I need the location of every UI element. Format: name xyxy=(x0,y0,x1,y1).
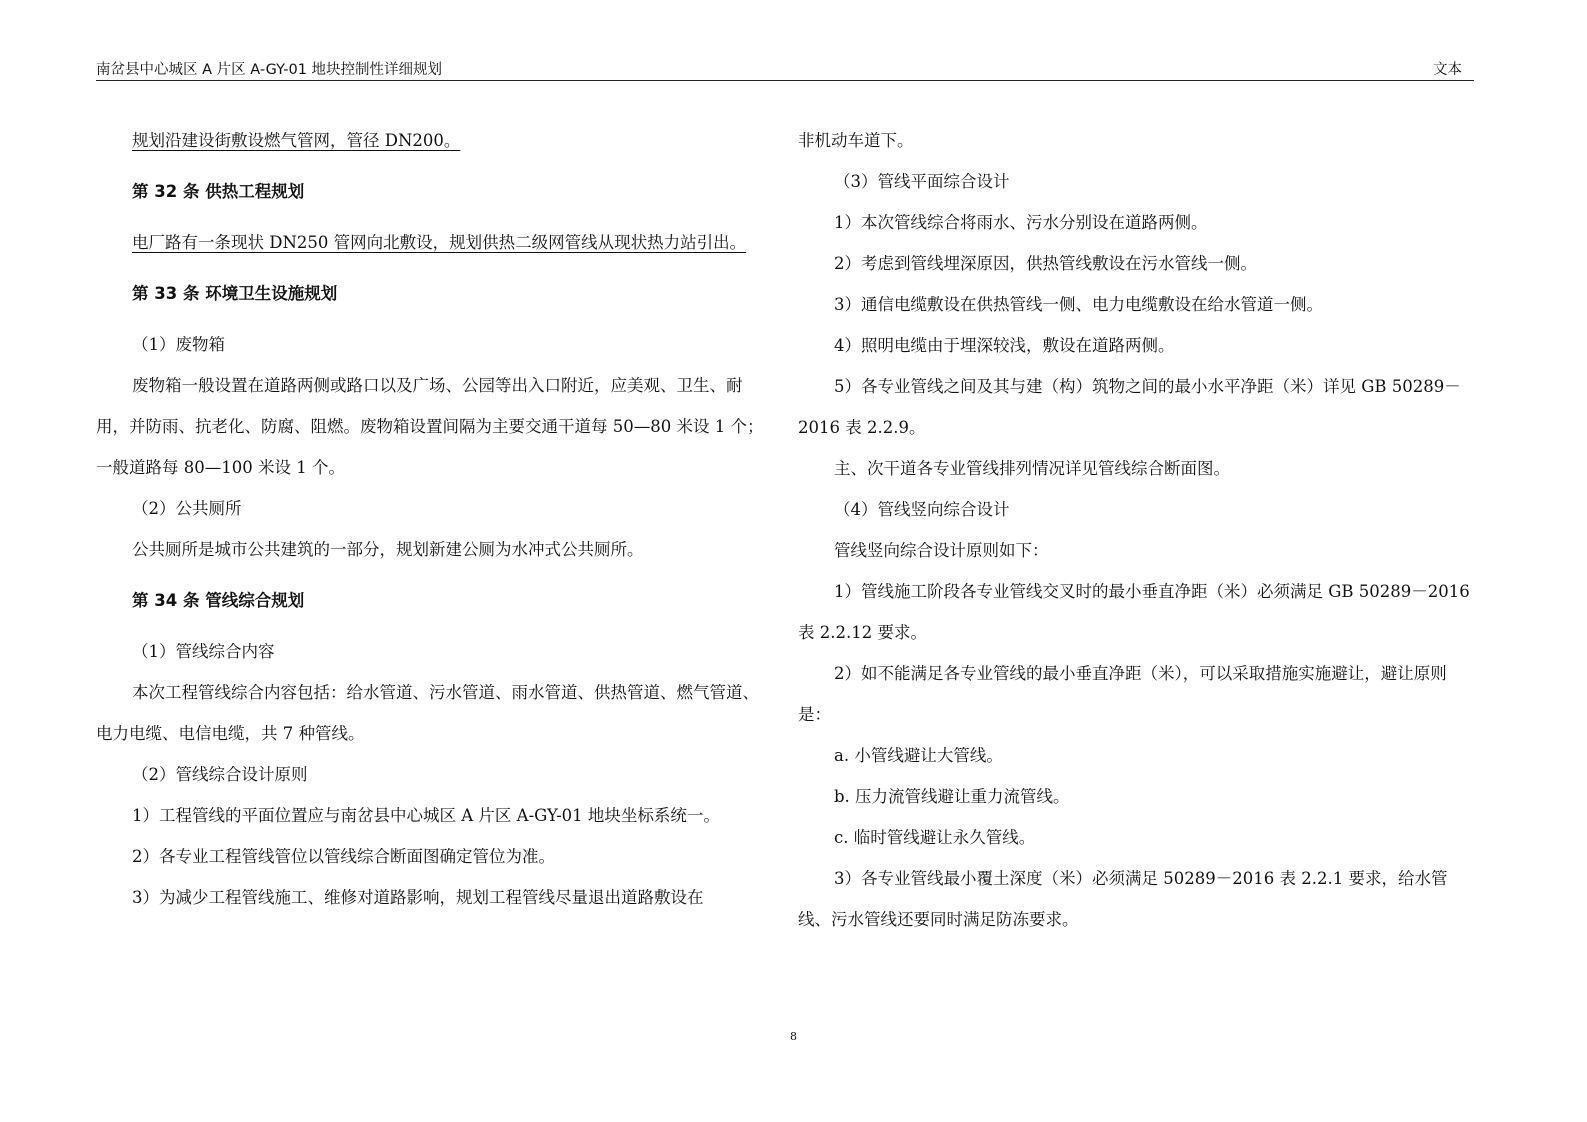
list-item: c. 临时管线避让永久管线。 xyxy=(834,828,1036,847)
left-column xyxy=(96,120,772,918)
paragraph: 3）通信电缆敷设在供热管线一侧、电力电缆敷设在给水管道一侧。 xyxy=(834,295,1323,314)
paragraph: 3）各专业管线最小覆土深度（米）必须满足 50289－2016 表 2.2.1 要求，给水管线、污水管线还要同时满足防冻要求。 xyxy=(798,869,1448,929)
article-heading-33: 第 33 条 环境卫生设施规划 xyxy=(132,284,338,303)
document-title: 南岔县中心城区 A 片区 A-GY-01 地块控制性详细规划 xyxy=(96,62,443,78)
paragraph: 2）考虑到管线埋深原因，供热管线敷设在污水管线一侧。 xyxy=(834,254,1257,273)
page-header xyxy=(96,56,1474,81)
paragraph: 公共厕所是城市公共建筑的一部分，规划新建公厕为水冲式公共厕所。 xyxy=(132,540,644,559)
paragraph: 2）各专业工程管线管位以管线综合断面图确定管位为准。 xyxy=(132,847,555,866)
right-column xyxy=(798,120,1474,940)
subheading: （4）管线竖向综合设计 xyxy=(834,500,1010,519)
paragraph: 5）各专业管线之间及其与建（构）筑物之间的最小水平净距（米）详见 GB 50289－2016 表 2.2.9。 xyxy=(798,377,1461,437)
subheading: （1）废物箱 xyxy=(132,335,225,354)
subheading: （1）管线综合内容 xyxy=(132,642,275,661)
article-heading-32: 第 32 条 供热工程规划 xyxy=(132,182,305,201)
paragraph: 3）为减少工程管线施工、维修对道路影响，规划工程管线尽量退出道路敷设在 xyxy=(132,888,704,907)
article-heading-34: 第 34 条 管线综合规划 xyxy=(132,591,305,610)
paragraph: 1）本次管线综合将雨水、污水分别设在道路两侧。 xyxy=(834,213,1208,232)
page-number: 8 xyxy=(790,1030,797,1043)
paragraph: 2）如不能满足各专业管线的最小垂直净距（米），可以采取措施实施避让，避让原则是： xyxy=(798,664,1447,724)
subheading: （2）管线综合设计原则 xyxy=(132,765,308,784)
paragraph: 本次工程管线综合内容包括：给水管道、污水管道、雨水管道、供热管道、燃气管道、电力电缆、电信电缆，共 7 种管线。 xyxy=(96,683,759,743)
paragraph: 1）工程管线的平面位置应与南岔县中心城区 A 片区 A-GY-01 地块坐标系统一。 xyxy=(132,806,720,825)
section-label: 文本 xyxy=(1433,62,1462,78)
underlined-text: 规划沿建设街敷设燃气管网，管径 DN200。 xyxy=(132,131,461,150)
underlined-text: 电厂路有一条现状 DN250 管网向北敷设，规划供热二级网管线从现状热力站引出。 xyxy=(132,233,747,252)
paragraph xyxy=(96,222,772,263)
paragraph: 管线竖向综合设计原则如下： xyxy=(834,541,1049,560)
subheading: （2）公共厕所 xyxy=(132,499,242,518)
paragraph: 4）照明电缆由于埋深较浅，敷设在道路两侧。 xyxy=(834,336,1175,355)
list-item: b. 压力流管线避让重力流管线。 xyxy=(834,787,1070,806)
subheading: （3）管线平面综合设计 xyxy=(834,172,1010,191)
paragraph: 非机动车道下。 xyxy=(798,131,914,150)
paragraph: 废物箱一般设置在道路两侧或路口以及广场、公园等出入口附近，应美观、卫生、耐用，并防雨、抗老化、防腐、阻燃。废物箱设置间隔为主要交通干道每 50—80 米设 1 个；一般道路每 80—100 米设 1 个。 xyxy=(96,376,764,477)
list-item: a. 小管线避让大管线。 xyxy=(834,746,1003,765)
paragraph: 主、次干道各专业管线排列情况详见管线综合断面图。 xyxy=(834,459,1230,478)
paragraph: 1）管线施工阶段各专业管线交叉时的最小垂直净距（米）必须满足 GB 50289－2016 表 2.2.12 要求。 xyxy=(798,582,1470,642)
paragraph xyxy=(96,120,772,161)
